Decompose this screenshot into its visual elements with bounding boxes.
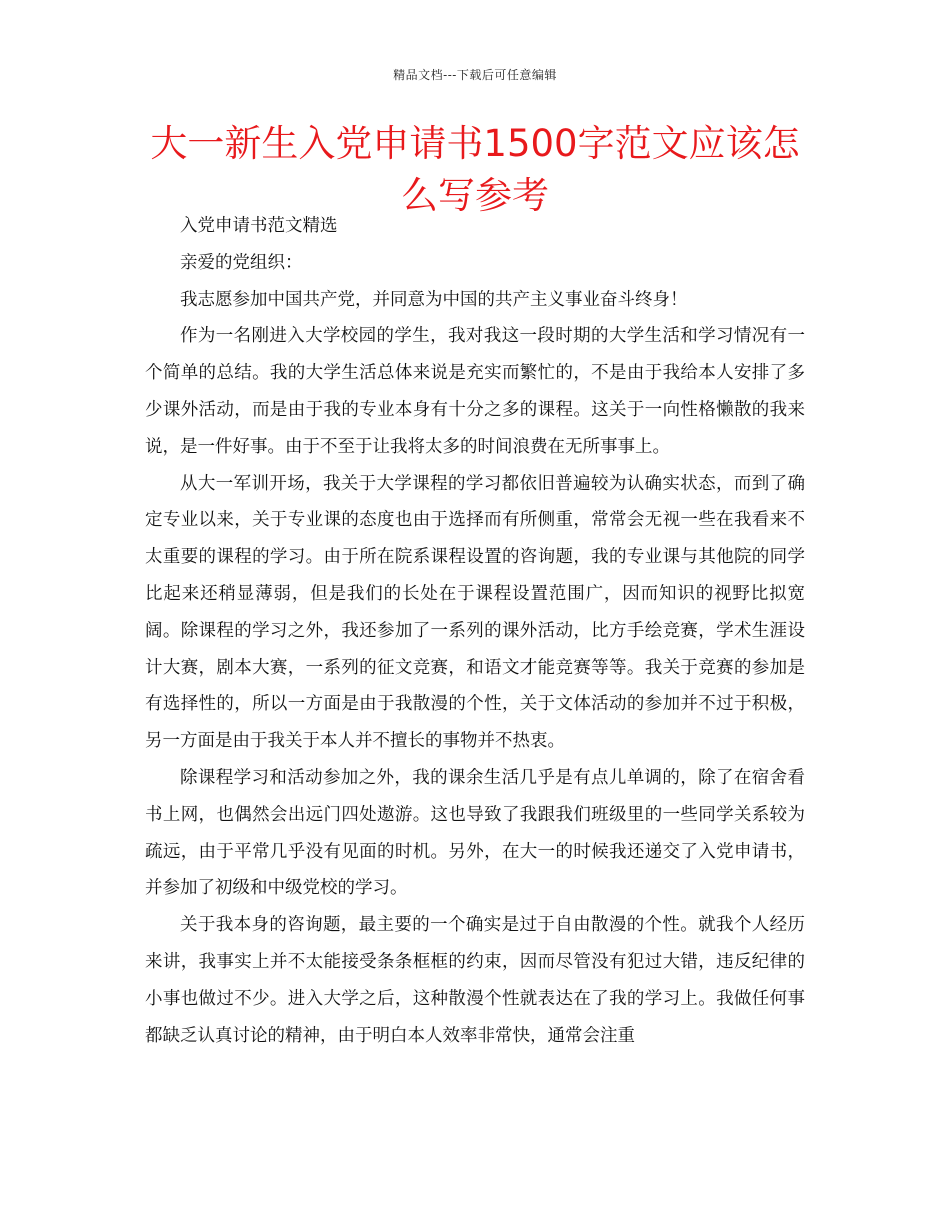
paragraph: 作为一名刚进入大学校园的学生，我对我这一段时期的大学生活和学习情况有一个简单的总结。我的大学生活总体来说是充实而繁忙的，不是由于我给本人安排了多少课外活动，而是由于我的专业本身有十分之多的课程。这关于一向性格懒散的我来说，是一件好事。由于不至于让我将太多的时间浪费在无所事事上。 <box>145 326 805 457</box>
paragraph-heading: 入党申请书范文精选 <box>180 216 338 236</box>
document-title: 大一新生入党申请书1500字范文应该怎么写参考 <box>150 122 800 217</box>
paragraph: 除课程学习和活动参加之外，我的课余生活几乎是有点儿单调的，除了在宿舍看书上网，也偶然会出远门四处遨游。这也导致了我跟我们班级里的一些同学关系较为疏远，由于平常几乎没有见面的时机。另外，在大一的时候我还递交了入党申请书，并参加了初级和中级党校的学习。 <box>145 767 805 899</box>
paragraph: 关于我本身的咨询题，最主要的一个确实是过于自由散漫的个性。就我个人经历来讲，我事实上并不太能接受条条框框的约束，因而尽管没有犯过大错，违反纪律的小事也做过不少。进入大学之后，这种散漫个性就表达在了我的学习上。我做任何事都缺乏认真讨论的精神，由于明白本人效率非常快，通常会注重 <box>145 915 805 1046</box>
document-body <box>145 208 805 1054</box>
header-note: 精品文档---下载后可任意编辑 <box>393 68 557 82</box>
paragraph: 我志愿参加中国共产党，并同意为中国的共产主义事业奋斗终身！ <box>180 289 688 310</box>
paragraph: 从大一军训开场，我关于大学课程的学习都依旧普遍较为认确实状态，而到了确定专业以来，关于专业课的态度也由于选择而有所侧重，常常会无视一些在我看来不太重要的课程的学习。由于所在院系课程设置的咨询题，我的专业课与其他院的同学比起来还稍显薄弱，但是我们的长处在于课程设置范围广，因而知识的视野比拟宽阔。除课程的学习之外，我还参加了一系列的课外活动，比方手绘竞赛，学术生涯设计大赛，剧本大赛，一系列的征文竞赛，和语文才能竞赛等等。我关于竞赛的参加是有选择性的，所以一方面是由于我散漫的个性，关于文体活动的参加并不过于积极，另一方面是由于我关于本人并不擅长的事物并不热衷。 <box>145 473 805 752</box>
paragraph-salutation: 亲爱的党组织： <box>180 252 303 273</box>
